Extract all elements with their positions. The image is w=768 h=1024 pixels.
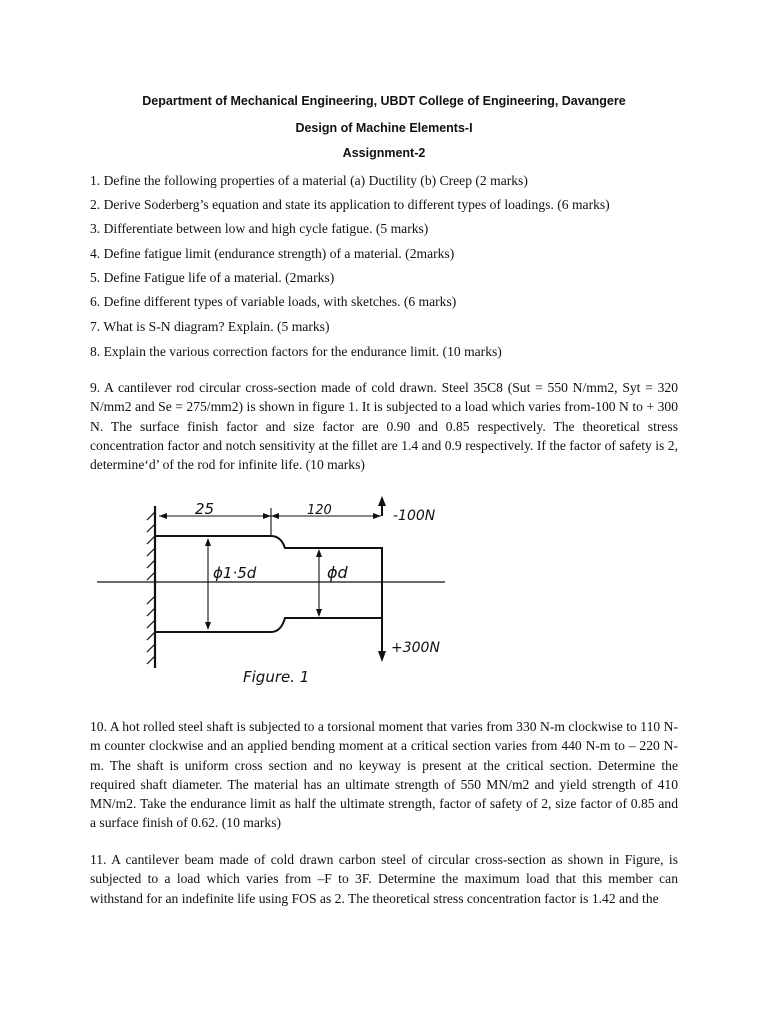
- figure-caption: Figure. 1: [243, 668, 310, 686]
- load-arrow-down-head: [378, 651, 386, 662]
- dimension-25: 25: [195, 500, 215, 518]
- load-bottom-label: +300N: [391, 640, 440, 656]
- figure-1-cantilever-sketch: [95, 486, 475, 696]
- question-3: 3. Differentiate between low and high cycle fatigue. (5 marks): [90, 221, 429, 236]
- dimension-120: 120: [307, 503, 332, 518]
- question-4: 4. Define fatigue limit (endurance strength) of a material. (2marks): [90, 246, 455, 261]
- question-2: 2. Derive Soderberg’s equation and state its application to different types of loadings. (6 marks): [90, 197, 610, 212]
- question-10: 10. A hot rolled steel shaft is subjected to a torsional moment that varies from 330 N-m clockwise to 110 N-m counter clockwise and an applied bending moment at a critical section varies from 440 N-m to – 220 N-m. The shaft is uniform cross section and no keyway is present at the critical section. Determine the required shaft diameter. The material has an ultimate strength of 550 MN/m2 and yield strength of 410 MN/m2. Take the endurance limit as half the ultimate strength, factor of safety of 2, size factor of 0.85 and a surface finish of 0.62. (10 marks): [90, 719, 678, 831]
- large-diameter-label: ϕ1·5d: [213, 564, 257, 582]
- question-1: 1. Define the following properties of a material (a) Ductility (b) Creep (2 marks): [90, 173, 528, 188]
- small-diameter-arrow-top: [316, 549, 322, 557]
- small-diameter-arrow-bottom: [316, 609, 322, 617]
- question-9: 9. A cantilever rod circular cross-section made of cold drawn. Steel 35C8 (Sut = 550 N/mm2, Syt = 320 N/mm2 and Se = 275/mm2) is shown in figure 1. It is subjected to a load which varies from-100 N to + 300 N. The surface finish factor and size factor are 0.90 and 0.85 respectively. The theoretical stress concentration factor and notch sensitivity at the fillet are 1.4 and 0.9 respectively. If the factor of safety is 2, determine‘d’ of the rod for infinite life. (10 marks): [90, 380, 678, 473]
- large-diameter-arrow-top: [205, 538, 211, 546]
- dimension-arrow-mid-left: [263, 513, 271, 519]
- dimension-arrow-right: [373, 513, 381, 519]
- question-5: 5. Define Fatigue life of a material. (2marks): [90, 270, 335, 285]
- question-7: 7. What is S-N diagram? Explain. (5 marks): [90, 319, 330, 334]
- department-heading: Department of Mechanical Engineering, UBDT College of Engineering, Davangere: [142, 94, 626, 108]
- load-top-label: -100N: [393, 508, 436, 524]
- question-6: 6. Define different types of variable loads, with sketches. (6 marks): [90, 294, 457, 309]
- large-diameter-arrow-bottom: [205, 622, 211, 630]
- question-8: 8. Explain the various correction factors for the endurance limit. (10 marks): [90, 344, 502, 359]
- wall-hatching: [147, 512, 155, 664]
- small-diameter-label: ϕd: [327, 563, 348, 582]
- assignment-title: Assignment-2: [342, 146, 426, 160]
- dimension-arrow-left: [159, 513, 167, 519]
- question-11: 11. A cantilever beam made of cold drawn carbon steel of circular cross-section as shown in Figure, is subjected to a load which varies from –F to 3F. Determine the maximum load that this member can withstand for an indefinite life using FOS as 2. The theoretical stress concentration factor is 1.42 and the: [90, 852, 678, 906]
- course-title: Design of Machine Elements-I: [295, 121, 473, 135]
- rod-outline: [155, 536, 382, 632]
- dimension-arrow-mid-right: [271, 513, 279, 519]
- load-arrow-up-head: [378, 496, 386, 506]
